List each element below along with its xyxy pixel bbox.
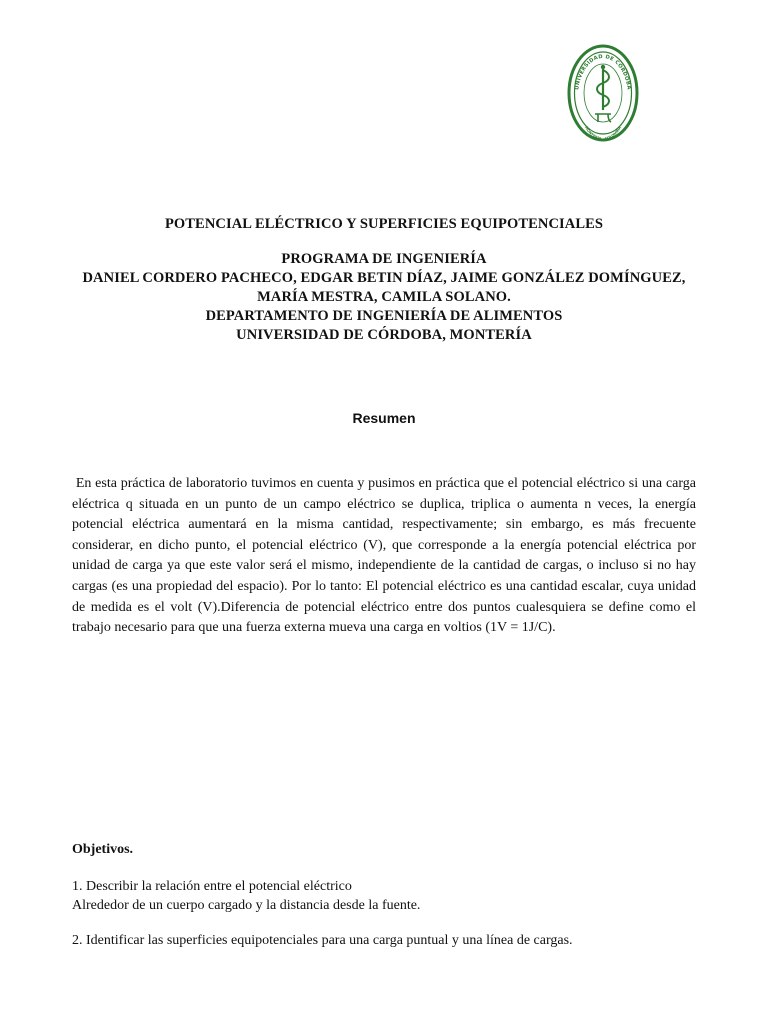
- university-seal-icon: [567, 44, 639, 142]
- abstract-heading: Resumen: [352, 410, 416, 426]
- abstract-body: [72, 474, 696, 639]
- objectives-heading: Objetivos.: [72, 842, 134, 857]
- department-name: DEPARTAMENTO DE INGENIERÍA DE ALIMENTOS: [205, 308, 563, 324]
- svg-text:MONTERÍA - COLOMBIA: MONTERÍA - COLOMBIA: [583, 125, 623, 142]
- objective-1-line-1: 1. Describir la relación entre el potencial eléctrico: [72, 879, 352, 894]
- author-block: [40, 250, 728, 345]
- program-name: PROGRAMA DE INGENIERÍA: [281, 251, 487, 267]
- objective-item-1: [72, 877, 712, 915]
- objective-1-line-2: Alrededor de un cuerpo cargado y la distancia desde la fuente.: [72, 898, 421, 913]
- authors-line-1: DANIEL CORDERO PACHECO, EDGAR BETIN DÍAZ, JAIME GONZÁLEZ DOMÍNGUEZ,: [82, 270, 686, 286]
- svg-text:UNIVERSIDAD DE CÓRDOBA: UNIVERSIDAD DE CÓRDOBA: [574, 53, 632, 91]
- authors-line-2: MARÍA MESTRA, CAMILA SOLANO.: [257, 289, 511, 305]
- objective-item-2: 2. Identificar las superficies equipotenciales para una carga puntual y una línea de cargas.: [72, 933, 573, 948]
- document-title: POTENCIAL ELÉCTRICO Y SUPERFICIES EQUIPOTENCIALES: [164, 216, 604, 232]
- university-name: UNIVERSIDAD DE CÓRDOBA, MONTERÍA: [236, 327, 532, 343]
- abstract-text: En esta práctica de laboratorio tuvimos en cuenta y pusimos en práctica que el potencial eléctrico si una carga eléctrica q situada en un punto de un campo eléctrico se duplica, triplica o aumenta n veces, la energía potencial eléctrica aumentará en la misma cantidad, respectivamente; sin embargo, es más frecuente considerar, en dicho punto, el potencial eléctrico (V), que corresponde a la energía potencial eléctrica por unidad de carga ya que este valor será el mismo, independiente de la cantidad de cargas, o incluso si no hay cargas (es una propiedad del espacio). Por lo tanto: El potencial eléctrico es una cantidad escalar, cuya unidad de medida es el volt (V).Diferencia de potencial eléctrico entre dos puntos cualesquiera se define como el trabajo necesario para que una fuerza externa mueva una carga en voltios (1V = 1J/C).: [72, 476, 697, 636]
